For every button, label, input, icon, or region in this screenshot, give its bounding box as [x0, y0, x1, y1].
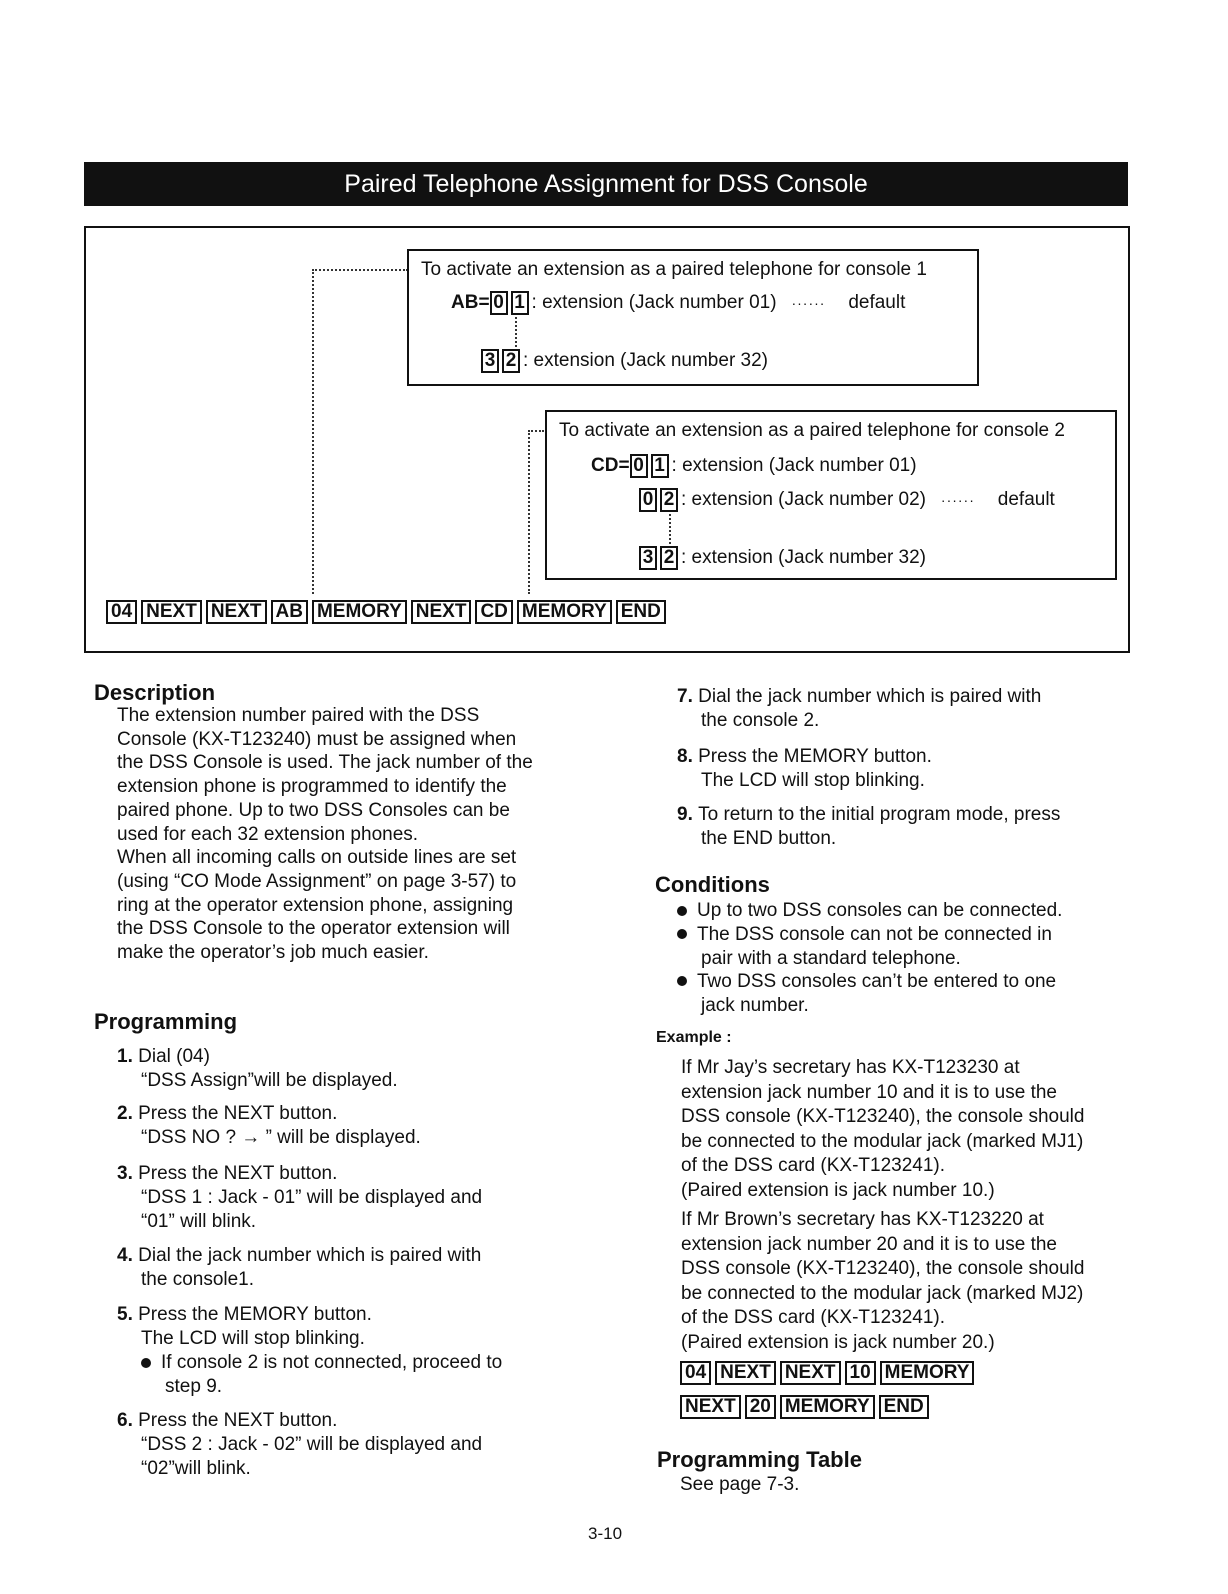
step-line: “DSS NO ? → ” will be displayed.: [141, 1127, 421, 1148]
console1-row: [481, 349, 768, 373]
default-note: default: [848, 292, 906, 313]
digit-key: 1: [651, 454, 669, 478]
programming-step: [677, 685, 1041, 733]
console2-row: [639, 546, 926, 570]
connector-line: [312, 269, 408, 271]
description-line: The extension number paired with the DSS: [117, 705, 480, 726]
row-text: : extension (Jack number 32): [523, 350, 769, 371]
digit-key: 2: [660, 488, 678, 512]
description-line: used for each 32 extension phones.: [117, 823, 419, 845]
example-heading: Example :: [656, 1029, 732, 1046]
condition-line: [677, 970, 1056, 994]
step-number: 9.: [677, 804, 699, 825]
step-detail: [677, 769, 932, 793]
step-line: Press the MEMORY button.: [138, 1304, 372, 1325]
programming-table-heading: Programming Table: [657, 1447, 862, 1472]
row-text: : extension (Jack number 01): [531, 292, 777, 313]
range-dots: [515, 317, 517, 347]
key-sequence: [106, 600, 670, 624]
description-line: the DSS Console to the operator extension will: [117, 918, 510, 940]
digit-key: 2: [660, 546, 678, 570]
bullet-icon: [677, 929, 687, 939]
key-button: NEXT: [141, 600, 202, 624]
condition-line: [677, 994, 1056, 1018]
example-line: If Mr Brown’s secretary has KX-T123220 at: [681, 1209, 1044, 1230]
step-line: Press the MEMORY button.: [698, 746, 932, 767]
step-text: [117, 1303, 502, 1327]
row-text: : extension (Jack number 32): [681, 547, 927, 568]
step-bullet: [117, 1351, 502, 1375]
step-line: Press the NEXT button.: [138, 1163, 338, 1184]
example-line: be connected to the modular jack (marked MJ1): [681, 1130, 1084, 1152]
description-line: When all incoming calls on outside lines are set: [117, 847, 517, 869]
programming-step: [677, 745, 932, 793]
step-line: Press the NEXT button.: [138, 1103, 338, 1124]
bullet-text: step 9.: [165, 1376, 223, 1397]
condition-line: [677, 923, 1052, 947]
programming-step: [117, 1409, 482, 1481]
conditions-heading: Conditions: [655, 872, 770, 897]
condition-line: [677, 899, 1062, 923]
connector-line: [528, 430, 530, 594]
cd-label: CD=: [591, 455, 630, 476]
step-text: [117, 1162, 482, 1186]
programming-step: [677, 803, 1060, 851]
step-line: Dial (04): [138, 1046, 210, 1067]
digit-key: 1: [511, 291, 529, 315]
description-line: Console (KX-T123240) must be assigned when: [117, 728, 517, 750]
step-detail: [117, 1210, 482, 1234]
description-line: paired phone. Up to two DSS Consoles can be: [117, 799, 510, 821]
step-line: “DSS 2 : Jack - 02” will be displayed and: [141, 1434, 483, 1455]
step-number: 6.: [117, 1410, 139, 1431]
step-detail: [117, 1268, 481, 1292]
ab-label: AB=: [451, 292, 490, 313]
key-button: NEXT: [780, 1361, 841, 1385]
step-line: “DSS Assign”will be displayed.: [141, 1070, 398, 1091]
programming-step: [117, 1162, 482, 1234]
step-detail: [677, 827, 1060, 851]
step-line: To return to the initial program mode, press: [698, 804, 1061, 825]
condition-text: jack number.: [701, 994, 809, 1016]
step-text: [117, 1244, 481, 1268]
step-line: “DSS 1 : Jack - 01” will be displayed and: [141, 1187, 483, 1208]
description-line: ring at the operator extension phone, assigning: [117, 894, 514, 916]
step-line: The LCD will stop blinking.: [141, 1328, 365, 1349]
condition-text: pair with a standard telephone.: [701, 947, 961, 969]
digit-key: 0: [490, 291, 508, 315]
programming-diagram: [84, 226, 1130, 653]
example-key-row-2: [680, 1395, 933, 1419]
row-text: : extension (Jack number 02): [681, 489, 927, 510]
key-button: NEXT: [715, 1361, 776, 1385]
step-line: Dial the jack number which is paired with: [698, 686, 1042, 707]
programming-table-reference: See page 7-3.: [680, 1474, 800, 1495]
step-line: “02”will blink.: [141, 1458, 251, 1479]
example-line: DSS console (KX-T123240), the console should: [681, 1106, 1085, 1128]
key-button: CD: [475, 600, 512, 624]
dots: ······: [936, 492, 980, 508]
bullet-icon: [677, 906, 687, 916]
step-line: the END button.: [701, 828, 837, 849]
key-button: END: [616, 600, 666, 624]
description-line: make the operator’s job much easier.: [117, 942, 429, 963]
condition-item: [677, 899, 1062, 923]
step-text: [117, 1102, 421, 1126]
bullet-text: If console 2 is not connected, proceed to: [161, 1352, 503, 1373]
programming-step: [117, 1102, 421, 1150]
step-text: [677, 803, 1060, 827]
console2-row: [639, 488, 1055, 512]
key-button: NEXT: [206, 600, 267, 624]
example-line: extension jack number 20 and it is to use the: [681, 1233, 1058, 1255]
bullet-icon: [677, 976, 687, 986]
step-line: “01” will blink.: [141, 1211, 257, 1232]
step-number: 2.: [117, 1103, 139, 1124]
description-heading: Description: [94, 680, 216, 705]
page-number: 3-10: [588, 1524, 623, 1543]
condition-text: The DSS console can not be connected in: [697, 923, 1052, 945]
key-button: 20: [745, 1395, 776, 1419]
console2-heading: To activate an extension as a paired telephone for console 2: [559, 420, 1065, 441]
key-button: AB: [271, 600, 308, 624]
step-number: 8.: [677, 746, 699, 767]
step-line: the console1.: [141, 1269, 255, 1290]
key-button: MEMORY: [780, 1395, 875, 1419]
section-title: Paired Telephone Assignment for DSS Console: [84, 162, 1128, 206]
key-button: MEMORY: [312, 600, 407, 624]
step-bullet: [117, 1375, 502, 1399]
connector-line: [528, 430, 544, 432]
step-detail: [117, 1186, 482, 1210]
console1-row: [451, 291, 905, 315]
example-line: If Mr Jay’s secretary has KX-T123230 at: [681, 1057, 1020, 1078]
key-button: MEMORY: [880, 1361, 975, 1385]
step-number: 5.: [117, 1304, 139, 1325]
key-button: 10: [845, 1361, 876, 1385]
step-detail: [117, 1433, 482, 1457]
programming-step: [117, 1303, 502, 1399]
digit-key: 3: [639, 546, 657, 570]
condition-item: [677, 923, 1052, 971]
console2-row: [591, 454, 917, 478]
example-line: of the DSS card (KX-T123241).: [681, 1155, 946, 1177]
description-line: the DSS Console is used. The jack number of the: [117, 752, 533, 774]
example-line: of the DSS card (KX-T123241).: [681, 1307, 946, 1329]
example-line: (Paired extension is jack number 10.): [681, 1180, 995, 1201]
step-line: Dial the jack number which is paired with: [138, 1245, 482, 1266]
key-button: 04: [106, 600, 137, 624]
connector-line: [312, 269, 314, 594]
step-text: [677, 685, 1041, 709]
range-dots: [669, 514, 671, 544]
digit-key: 0: [639, 488, 657, 512]
step-detail: [117, 1457, 482, 1481]
step-detail: [117, 1126, 421, 1150]
step-text: [117, 1045, 398, 1069]
digit-key: 3: [481, 349, 499, 373]
example-line: DSS console (KX-T123240), the console should: [681, 1258, 1085, 1280]
key-button: 04: [680, 1361, 711, 1385]
description-line: (using “CO Mode Assignment” on page 3-57) to: [117, 870, 517, 892]
default-note: default: [997, 489, 1055, 510]
example-line: extension jack number 10 and it is to use the: [681, 1081, 1058, 1103]
condition-line: [677, 947, 1052, 971]
digit-key: 2: [502, 349, 520, 373]
step-text: [117, 1409, 482, 1433]
programming-heading: Programming: [94, 1009, 238, 1034]
key-button: NEXT: [680, 1395, 741, 1419]
programming-step: [117, 1045, 398, 1093]
programming-step: [117, 1244, 481, 1292]
dots: ······: [786, 295, 831, 311]
condition-item: [677, 970, 1056, 1018]
key-button: END: [879, 1395, 929, 1419]
step-detail: [677, 709, 1041, 733]
example-key-row-1: [680, 1361, 978, 1385]
digit-key: 0: [630, 454, 648, 478]
console1-box: [407, 249, 979, 386]
step-line: The LCD will stop blinking.: [701, 770, 925, 791]
step-number: 1.: [117, 1046, 139, 1067]
step-number: 7.: [677, 686, 699, 707]
description-line: extension phone is programmed to identify the: [117, 776, 507, 798]
example-line: be connected to the modular jack (marked MJ2): [681, 1282, 1084, 1304]
console2-box: [545, 410, 1117, 580]
step-number: 4.: [117, 1245, 139, 1266]
step-text: [677, 745, 932, 769]
step-number: 3.: [117, 1163, 139, 1184]
key-button: MEMORY: [517, 600, 612, 624]
example-line: (Paired extension is jack number 20.): [681, 1332, 995, 1353]
step-line: the console 2.: [701, 710, 820, 731]
step-detail: [117, 1327, 502, 1351]
bullet-icon: [141, 1358, 151, 1368]
condition-text: Two DSS consoles can’t be entered to one: [697, 970, 1057, 992]
step-detail: [117, 1069, 398, 1093]
row-text: : extension (Jack number 01): [671, 455, 917, 476]
key-button: NEXT: [411, 600, 472, 624]
console1-heading: To activate an extension as a paired telephone for console 1: [421, 259, 927, 280]
step-line: Press the NEXT button.: [138, 1410, 338, 1431]
condition-text: Up to two DSS consoles can be connected.: [697, 900, 1063, 921]
